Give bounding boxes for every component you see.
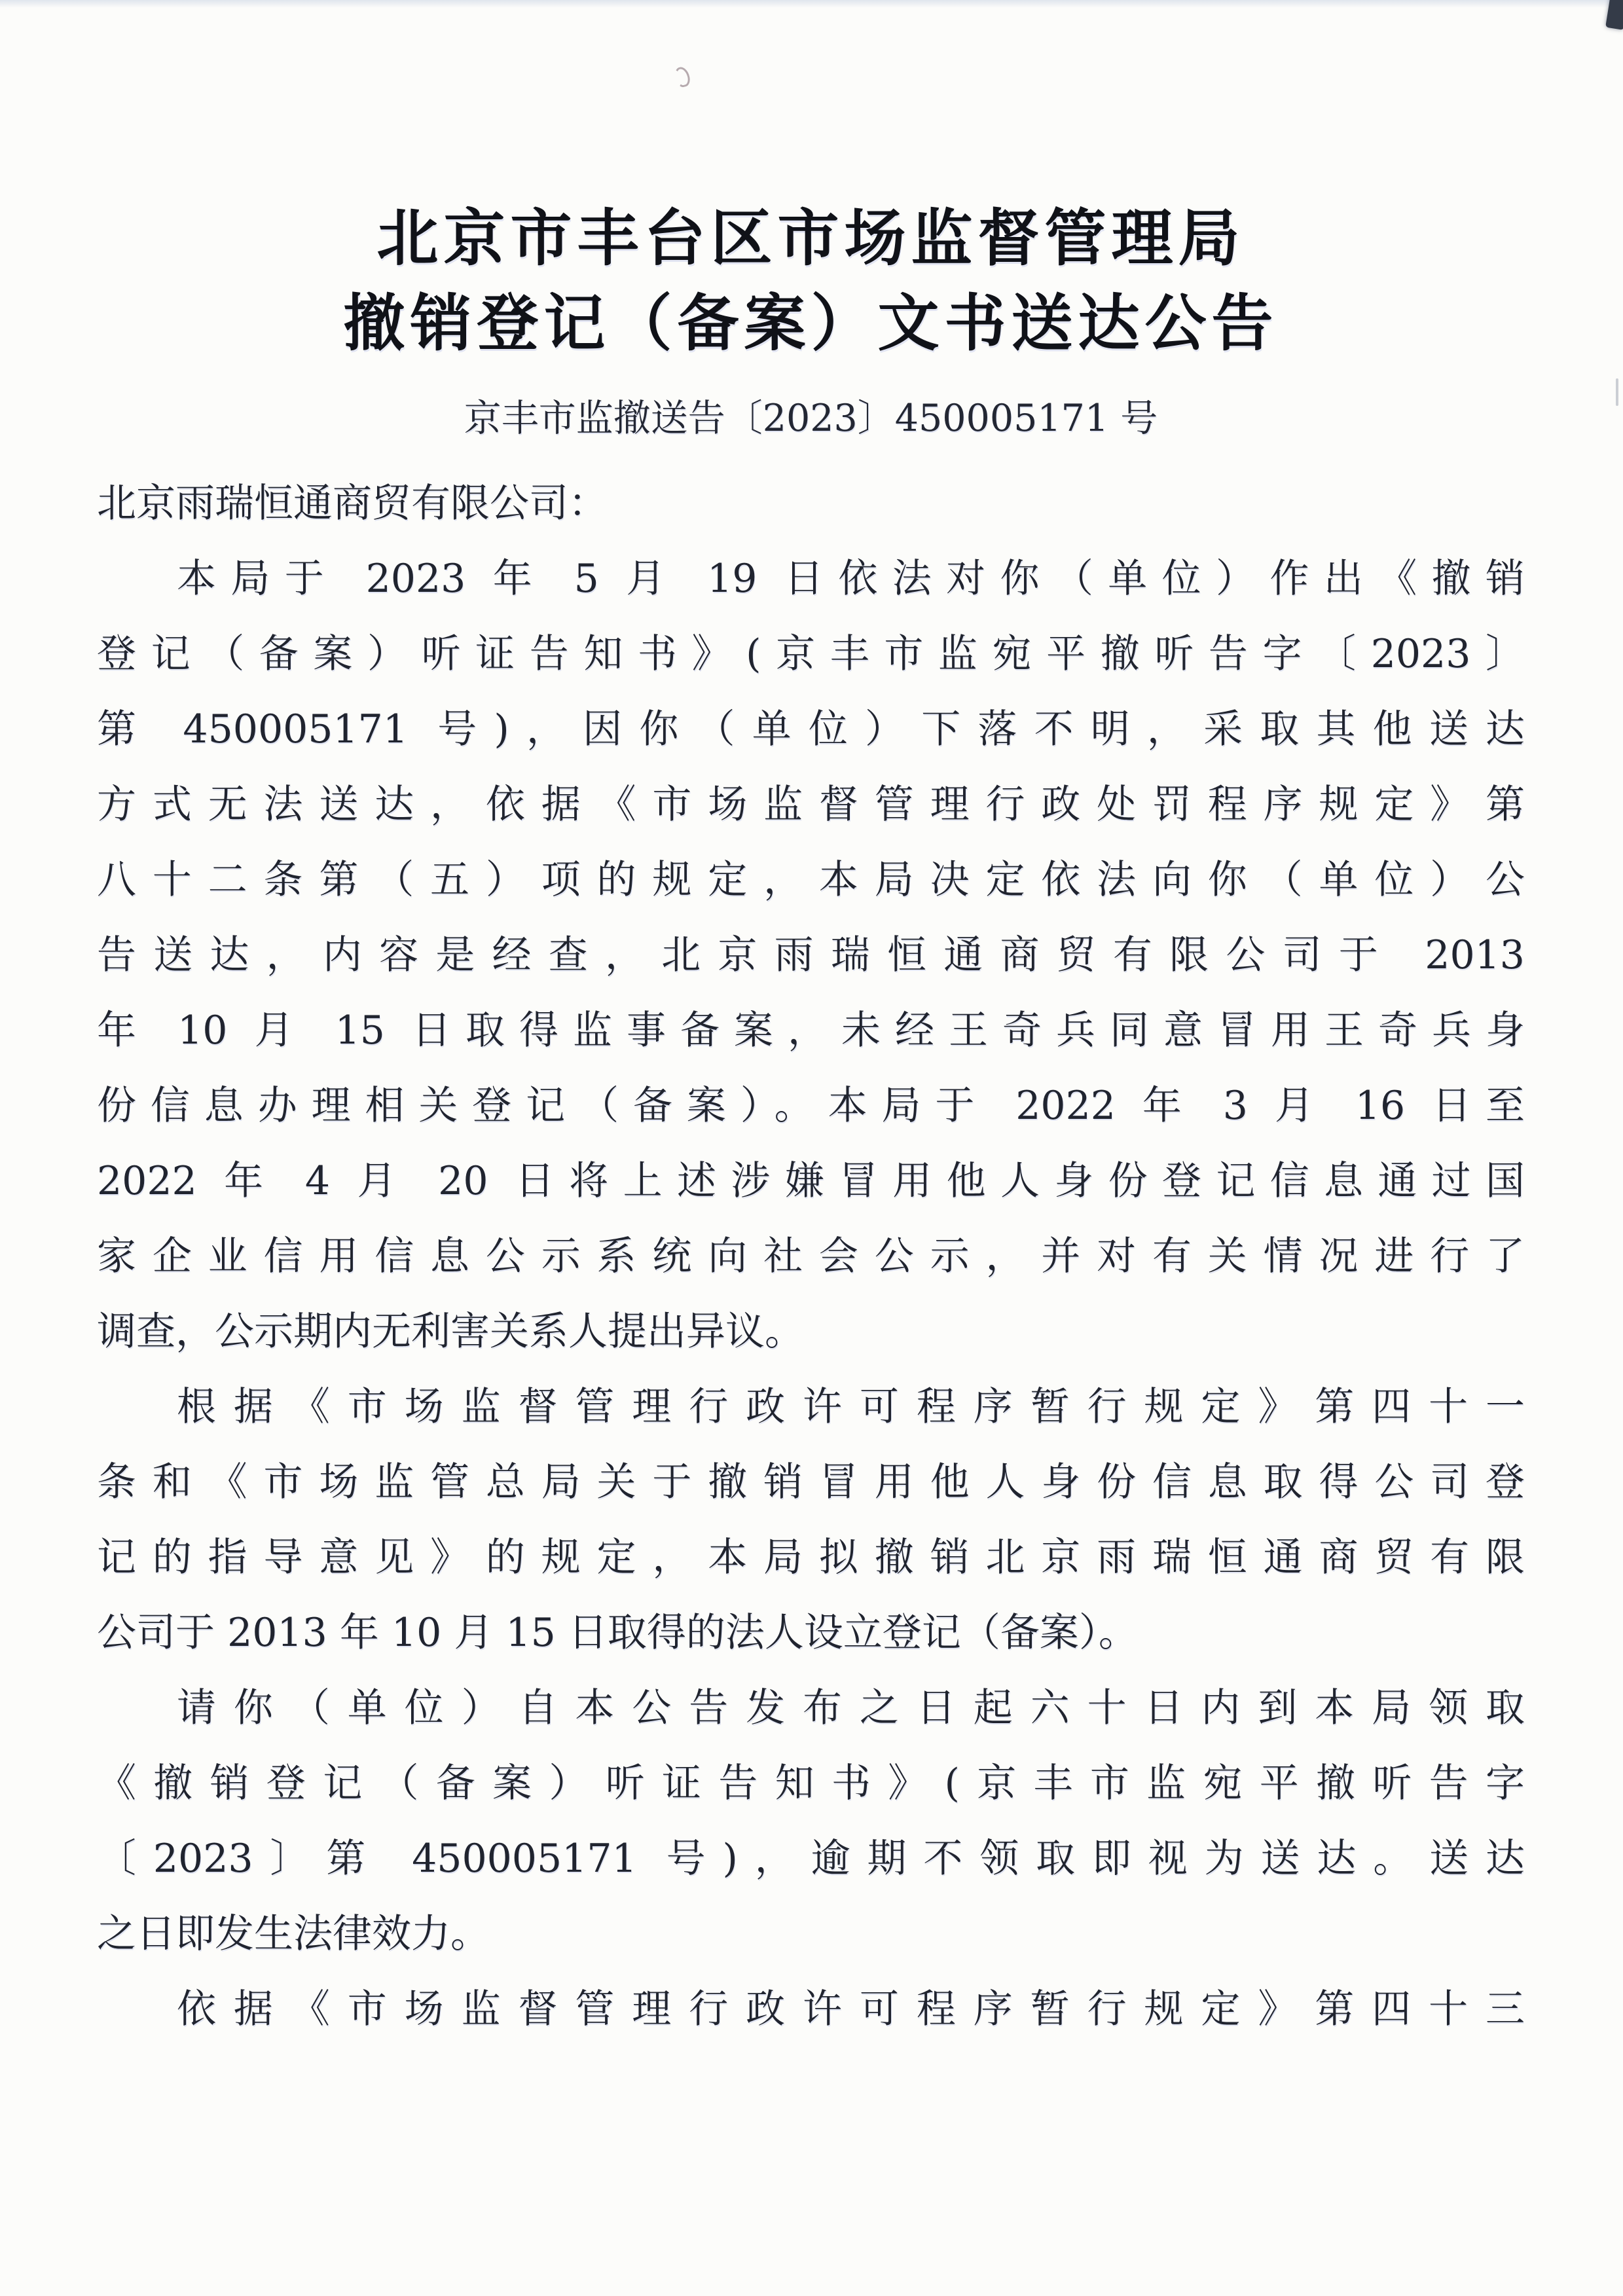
addressee-line: 北京雨瑞恒通商贸有限公司： bbox=[97, 481, 608, 526]
document-line: 八十二条第（五）项的规定，本局决定依法向你（单位）公 bbox=[97, 857, 1525, 903]
scan-artifact-corner bbox=[1605, 0, 1623, 30]
scan-artifact-edge-tick bbox=[1616, 378, 1618, 406]
document-title-line1: 北京市丰台区市场监督管理局 bbox=[376, 204, 1245, 272]
document-line: 登记（备案）听证告知书》(京丰市监宛平撤听告字〔2023〕 bbox=[97, 631, 1525, 677]
document-line: 《撤销登记（备案）听证告知书》(京丰市监宛平撤听告字 bbox=[97, 1760, 1525, 1806]
document-line: 公司于 2013 年 10 月 15 日取得的法人设立登记（备案）。 bbox=[97, 1610, 1138, 1656]
document-title-line2: 撤销登记（备案）文书送达公告 bbox=[343, 289, 1279, 357]
document-line: 依据《市场监督管理行政许可程序暂行规定》第四十三 bbox=[177, 1986, 1525, 2032]
document-line: 调查，公示期内无利害关系人提出异议。 bbox=[97, 1309, 804, 1355]
document-line: 2022 年 4 月 20 日将上述涉嫌冒用他人身份登记信息通过国 bbox=[97, 1158, 1525, 1204]
document-number: 京丰市监撤送告〔2023〕450005171 号 bbox=[464, 397, 1158, 440]
document-line: 方式无法送达，依据《市场监督管理行政处罚程序规定》第 bbox=[97, 782, 1525, 828]
document-line: 根据《市场监督管理行政许可程序暂行规定》第四十一 bbox=[177, 1384, 1525, 1430]
document-line: 条和《市场监管总局关于撤销冒用他人身份信息取得公司登 bbox=[97, 1459, 1525, 1505]
document-line: 家企业信用信息公示系统向社会公示，并对有关情况进行了 bbox=[97, 1233, 1525, 1279]
document-line: 〔2023〕第 450005171 号)，逾期不领取即视为送达。送达 bbox=[97, 1836, 1525, 1882]
document-title bbox=[97, 196, 1525, 366]
scan-artifact-curl bbox=[674, 65, 692, 88]
document-body bbox=[97, 541, 1525, 2047]
document-line: 记的指导意见》的规定，本局拟撤销北京雨瑞恒通商贸有限 bbox=[97, 1535, 1525, 1580]
document-content bbox=[97, 196, 1525, 2047]
document-line: 年 10 月 15 日取得监事备案，未经王奇兵同意冒用王奇兵身 bbox=[97, 1008, 1525, 1053]
document-line: 请你（单位）自本公告发布之日起六十日内到本局领取 bbox=[177, 1685, 1525, 1731]
document-line: 份信息办理相关登记（备案）。本局于 2022 年 3 月 16 日至 bbox=[97, 1083, 1525, 1129]
document-line: 告送达，内容是经查，北京雨瑞恒通商贸有限公司于 2013 bbox=[97, 932, 1525, 978]
document-line: 本局于 2023 年 5 月 19 日依法对你（单位）作出《撤销 bbox=[177, 556, 1525, 602]
document-line: 之日即发生法律效力。 bbox=[97, 1911, 490, 1957]
document-line: 第 450005171 号)，因你（单位）下落不明，采取其他送达 bbox=[97, 706, 1525, 752]
